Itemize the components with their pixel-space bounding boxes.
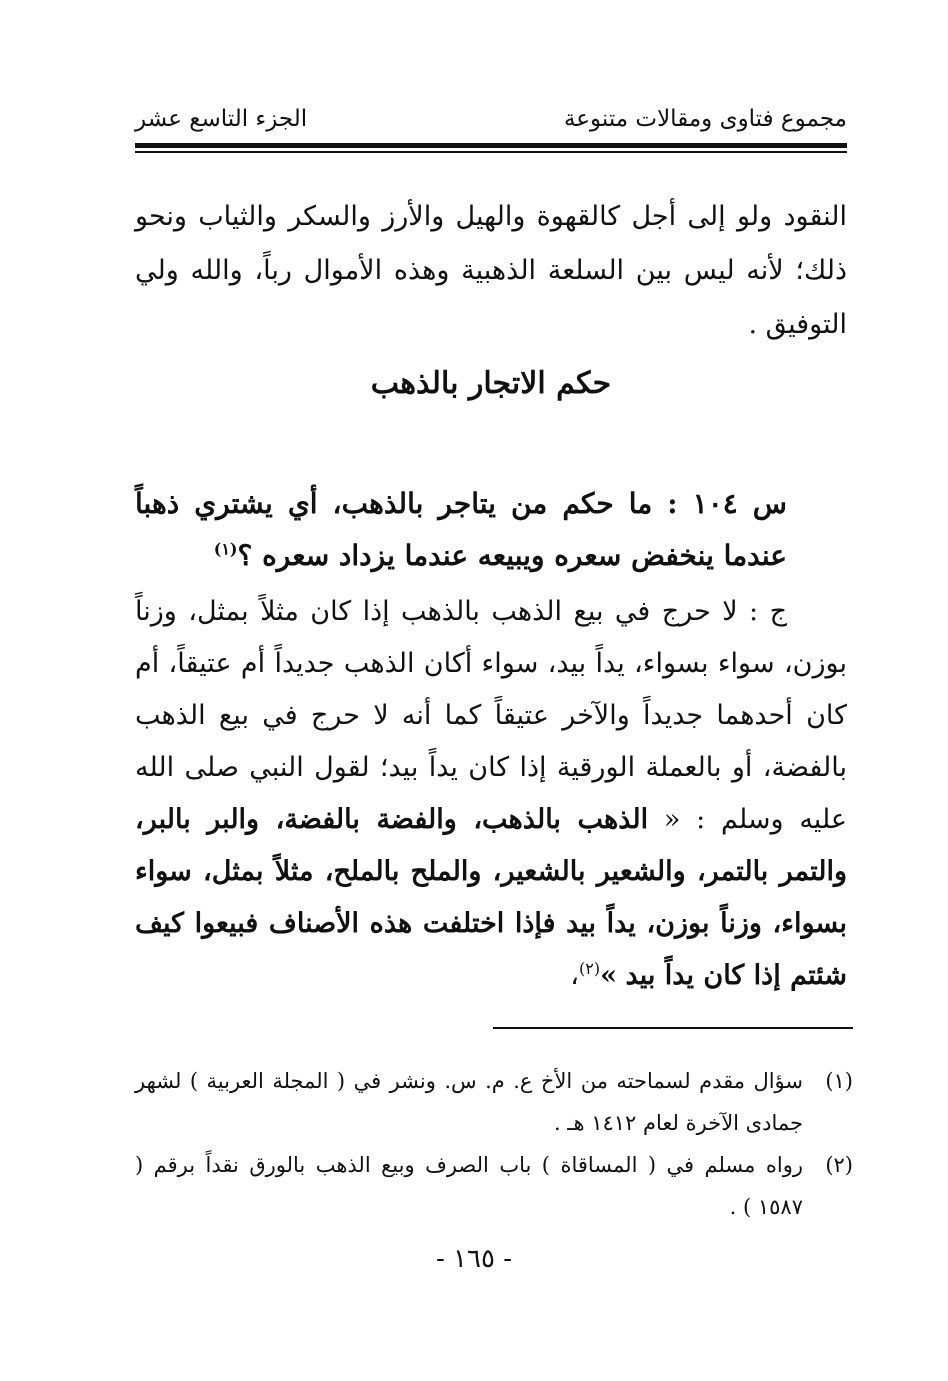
footnote-number: (٢): [825, 1153, 853, 1177]
volume-label: الجزء التاسع عشر: [135, 106, 308, 132]
answer-trailing-comma: ،: [570, 960, 579, 991]
footnote-2: [135, 1144, 853, 1228]
footnote-ref-1: (١): [213, 539, 238, 559]
footnote-ref-2: (٢): [578, 959, 601, 978]
footnotes: [135, 1060, 853, 1228]
hadith-close-quote: »: [600, 960, 617, 991]
header-rule-thin: [135, 151, 847, 153]
question-line-2-text: عندما ينخفض سعره ويبيعه عندما يزداد سعره ؟: [237, 539, 787, 572]
page-number: - ١٦٥ -: [435, 1244, 513, 1274]
footnote-separator: [493, 1027, 853, 1029]
question-line-2: [135, 530, 847, 582]
answer-paragraph: [135, 586, 847, 1002]
question-block: [135, 478, 847, 582]
running-header: [135, 100, 847, 140]
footnote-text: سؤال مقدم لسماحته من الأخ ع. م. س. ونشر في ( المجلة العربية ) لشهر جمادى الآخرة لعام ١٤١٢ هـ .: [135, 1069, 803, 1135]
footnote-text: رواه مسلم في ( المساقاة ) باب الصرف وبيع الذهب بالورق نقداً برقم ( ١٥٨٧ ) .: [135, 1153, 803, 1219]
section-title: حكم الاتجار بالذهب: [370, 366, 612, 401]
answer-text: ج : لا حرج في بيع الذهب بالذهب إذا كان مثلاً بمثل، وزناً بوزن، سواء بسواء، يداً بيد، سواء أكان الذهب جديداً أم عتيقاً، أم كان أحدهما جديداً والآخر عتيقاً كما أنه لا حرج في بيع الذهب بالفضة، أو بالعملة الورقية إذا كان يداً بيد؛ لقول النبي صلى الله عليه وسلم : «: [135, 596, 847, 835]
hadith-quote: الذهب بالذهب، والفضة بالفضة، والبر بالبر، والتمر بالتمر، والشعير بالشعير، والملح بالملح، مثلاً بمثل، سواء بسواء، وزناً بوزن، يداً بيد فإذا اختلفت هذه الأصناف فبيعوا كيف شئتم إذا كان يداً بيد: [135, 804, 847, 991]
footnote-1: [135, 1060, 853, 1144]
footnote-number: (١): [825, 1069, 853, 1093]
intro-paragraph: النقود ولو إلى أجل كالقهوة والهيل والأرز والسكر والثياب ونحو ذلك؛ لأنه ليس بين السلعة الذهبية وهذه الأموال رباً، والله ولي التوفيق .: [135, 201, 847, 340]
header-rule-thick: [135, 143, 847, 148]
book-title: مجموع فتاوى ومقالات متنوعة: [563, 106, 847, 132]
question-line-1: س ١٠٤ : ما حكم من يتاجر بالذهب، أي يشتري ذهباً: [135, 487, 787, 520]
